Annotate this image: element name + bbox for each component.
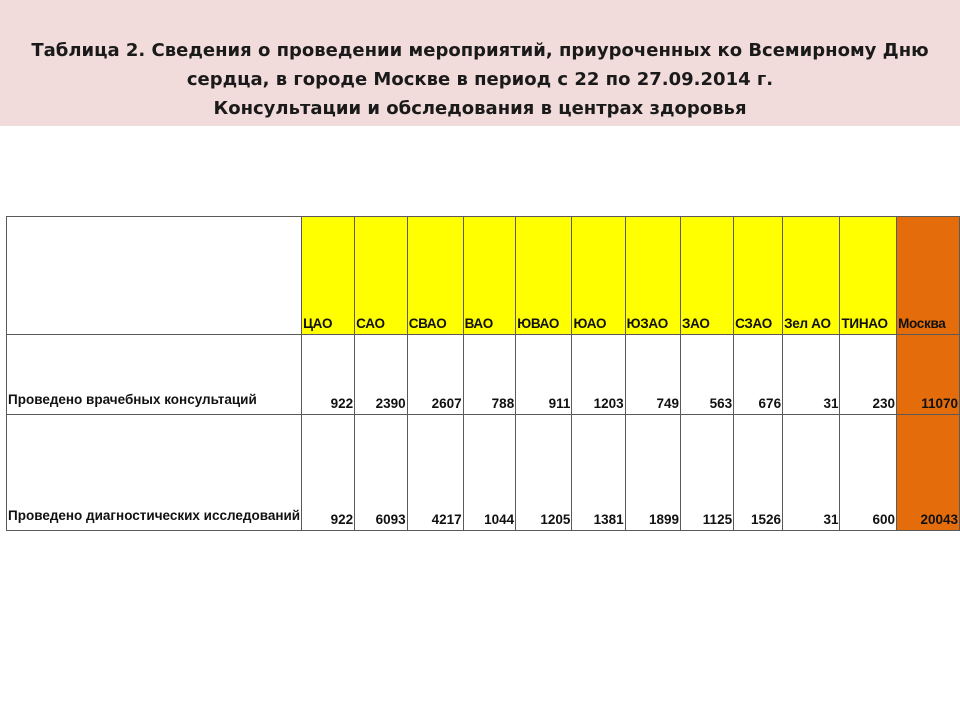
column-header: СВАО [407,217,463,335]
table-cell: 563 [680,335,733,415]
table-cell: 1203 [572,335,625,415]
table-cell: 1044 [463,415,516,531]
table-row [7,415,960,531]
table-cell: 600 [840,415,897,531]
table-row [7,335,960,415]
table-cell: 922 [302,415,355,531]
table-header-row [7,217,960,335]
column-header: ЮАО [572,217,625,335]
column-header-total: Москва [897,217,960,335]
table-cell: 1205 [516,415,572,531]
table-cell-total: 20043 [897,415,960,531]
table-cell: 1381 [572,415,625,531]
table-cell: 788 [463,335,516,415]
column-header: ЮЗАО [625,217,680,335]
events-table [6,216,960,531]
table-cell: 6093 [355,415,408,531]
title-line-2: сердца, в городе Москве в период с 22 по 27.09.2014 г. [186,69,774,90]
column-header: Зел АО [783,217,840,335]
column-header: ТИНАО [840,217,897,335]
table-cell: 749 [625,335,680,415]
page-title [0,36,960,123]
column-header: ЮВАО [516,217,572,335]
title-line-1: Таблица 2. Сведения о проведении мероприятий, приуроченных ко Всемирному Дню [31,40,929,61]
row-label: Проведено врачебных консультаций [7,335,302,415]
table-cell: 4217 [407,415,463,531]
table-cell-total: 11070 [897,335,960,415]
table-cell: 922 [302,335,355,415]
table-cell: 676 [734,335,783,415]
table-cell: 31 [783,415,840,531]
column-header: САО [355,217,408,335]
table-cell: 2390 [355,335,408,415]
header-corner-cell [7,217,302,335]
title-line-3: Консультации и обследования в центрах здоровья [213,98,747,119]
table-cell: 31 [783,335,840,415]
table-cell: 230 [840,335,897,415]
column-header: ЦАО [302,217,355,335]
table-cell: 2607 [407,335,463,415]
table-cell: 1899 [625,415,680,531]
table-cell: 1125 [680,415,733,531]
row-label: Проведено диагностических исследований [7,415,302,531]
column-header: ВАО [463,217,516,335]
table-cell: 911 [516,335,572,415]
column-header: СЗАО [734,217,783,335]
column-header: ЗАО [680,217,733,335]
table-cell: 1526 [734,415,783,531]
